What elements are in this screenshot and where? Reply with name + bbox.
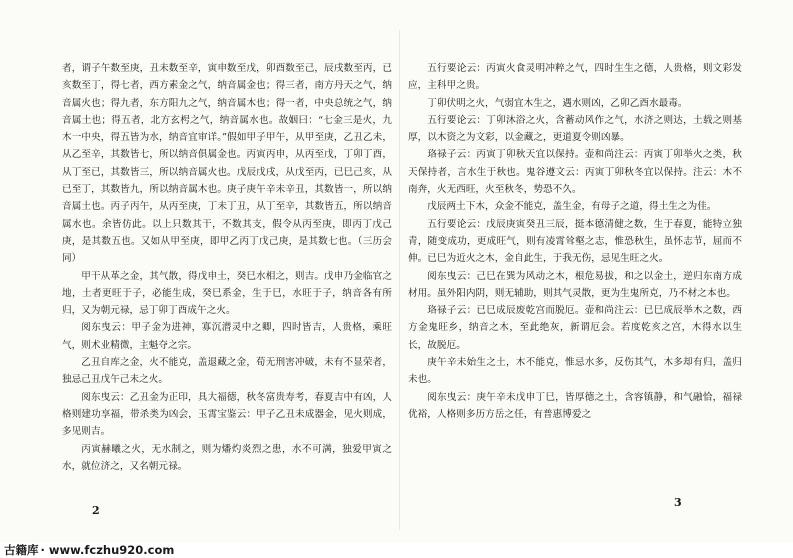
site-watermark (4, 543, 174, 558)
left-page-number: 2 (92, 504, 100, 517)
left-page-text (62, 60, 392, 475)
paragraph: 阅东曳云：庚午辛未戊申丁巳，皆厚德之土，含容镇静，和气融恰，福禄优裕，人格则多历方岳之任，有普惠博爱之 (408, 391, 742, 420)
site-name: 古籍库 (4, 543, 39, 557)
paragraph: 丁卯伏明之火，气弱宜木生之，遇水则凶，乙卯乙酉水最毒。 (427, 97, 688, 109)
paragraph: 戊辰两土下木，众金不能克，盖生金，有母子之道，得土生之为佳。 (427, 201, 717, 213)
right-page-text (408, 60, 742, 423)
left-page (62, 60, 392, 532)
site-domain: www.fczhu920.com (48, 543, 175, 557)
paragraph: 庚午辛未始生之土，木不能克，惟忌水多，反伤其气，木多却有归，盖归未也。 (408, 357, 742, 386)
paragraph: 五行要论云：戊辰庚寅癸丑三辰，挺本德清健之数，生于春夏，能特立独青，随变成功，更成旺气，则有凌霄耸壑之志，惟恐秋生，虽怀志节，屈而不伸。已巳为近火之木，金自此生，于我无伤，忌见生旺之火。 (408, 218, 742, 265)
book-spine-gutter (399, 30, 400, 530)
paragraph: 珞禄子云：已巳成辰废乾宫而脱厄。壶和尚注云：已巳成辰举木之数，西方金鬼旺乡，纳音之木，至此绝灰，新谓厄会。若度乾亥之宫，木得水以生长，故脱厄。 (408, 305, 742, 351)
paragraph: 甲干从革之金，其气散，得戊申土，癸巳水相之，则吉。戊申乃金临官之地，土者更旺于子，必能生成，癸巳系金，生于巳，水旺于子，纳音各有所归，又为朝元禄，忌丁卯丁酉成午之火。 (62, 270, 392, 317)
paragraph: 珞禄子云：丙寅丁卯秋天宜以保持。壶和尚注云：丙寅丁卯举火之类，秋天保持者，言水生于秋也。鬼谷遵文云：丙寅丁卯秋冬宜以保持。注云：木不南奔，火无西旺，火至秋冬，势恐不久。 (408, 149, 742, 196)
paragraph: 丙寅赫曦之火，无水制之，则为燔灼炎烈之患，水不可满，独爱甲寅之水，就位济之，又名朝元禄。 (62, 443, 392, 472)
paragraph: 五行要论云：丙寅火食灵明冲粹之气，四时生生之德，人贵格，则文彩发应，主科甲之贵。 (408, 63, 742, 92)
watermark-footer (0, 543, 793, 558)
paragraph: 五行要论云：丁卯沐浴之火，含蓄动风作之气，水济之则达，土载之则基厚，以木资之为文彩，以金藏之，更道夏令则凶暴。 (408, 114, 742, 144)
paragraph: 者，谓子午数至庚，丑未数至辛，寅申数至戊，卯酉数至己，辰戌数至丙，已亥数至丁，得七者，西方素金之气，纳音属金也；得三者，南方丹天之气，纳音属火也；得九者，东方阳九之气，纳音属木也；得一者，中央总统之气，纳音属土也；得五者，北方玄枵之气，纳音属水也。故姻曰：“七金三是火，九木一中央，得五皆为水，纳音宜审详。”假如甲子甲午，从甲至庚，乙丑乙未，从乙至辛，其数皆七，所以纳音俱属金也。丙寅丙申，从丙至戊，丁卯丁酉，从丁至已，其数皆三，所以纳音属火也。戊辰戊戌，从戊至丙，已巳己亥，从已至丁，其数皆九，所以纳音属木也。庚子庚午辛未辛丑，其数皆一，所以纳音属土也。丙子丙午，从丙至庚，丁未丁丑，从丁至辛，其数皆五，所以纳音属水也。余皆仿此。以上只数其干，不数其支，假令从丙至庚，即丙丁戊己庚，是其数五也。又如从甲至庚，即甲乙丙丁戊己庚，是其数七也。（三历会同） (62, 63, 392, 265)
paragraph: 阅东曳云：甲子金为进神，寡沉潜灵中之卿，四时皆吉，人贵格，乘旺气，则术业精微，主魁夺之宗。 (62, 322, 392, 351)
paragraph: 阅东曳云：乙丑金为正印，具大福德，秋冬富贵寿考，春夏吉中有凶，人格则建功享福，带杀类为凶会，玉霄宝鉴云：甲子乙丑未成器金，见火则成，多见则吉。 (62, 391, 392, 438)
paragraph: 乙丑自库之金，火不能克，盖退藏之金，荀无刑害冲破，未有不显荣者，独忌己丑戊午己未之火。 (62, 357, 392, 386)
right-page-number: 3 (674, 496, 682, 509)
paragraph: 阅东曳云：己巳在巽为风动之木，根危易拔，和之以金土，逆归东南方成材用。虽外阳内阴，则无辅助，则其气灵散，更为生鬼所克，乃不材之本也。 (408, 270, 742, 299)
right-page (408, 60, 742, 532)
separator-dot: · (40, 543, 45, 557)
